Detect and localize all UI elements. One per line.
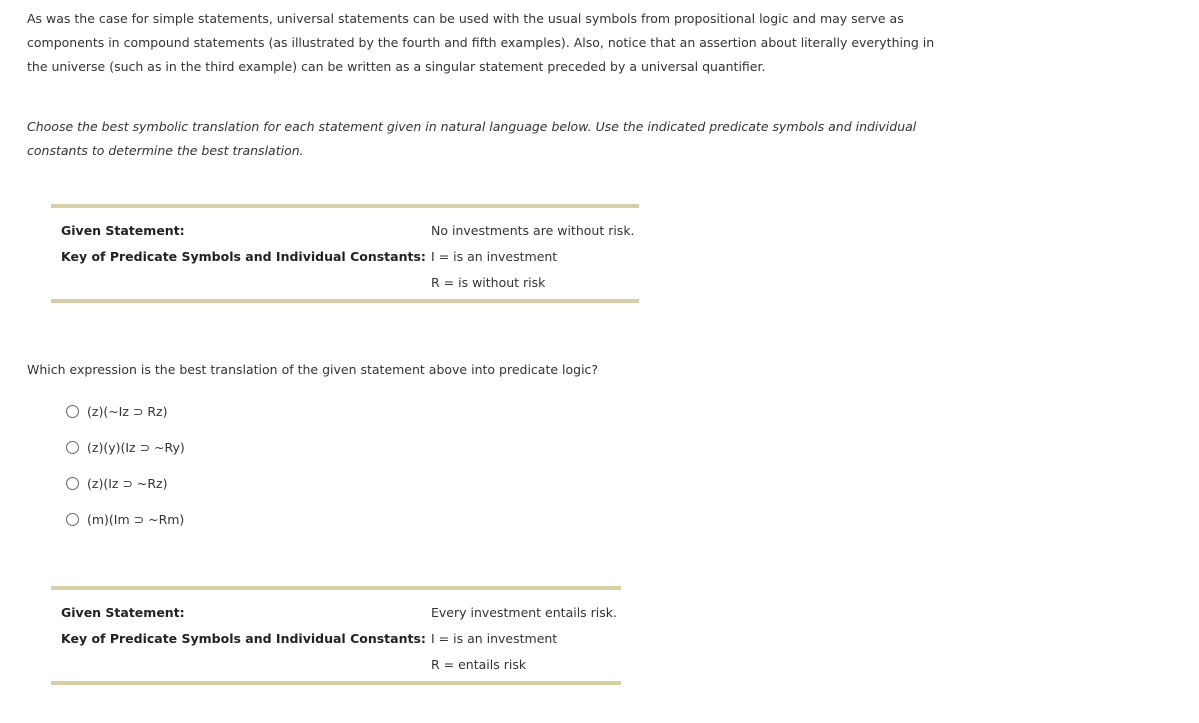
key-predicate-r: R = entails risk (431, 657, 527, 672)
answer-option-2[interactable] (66, 435, 185, 461)
given-statement-label: Given Statement: (61, 605, 185, 620)
answer-option-label: (z)(Iz ⊃ ~Rz) (87, 476, 168, 491)
instructions-paragraph: Choose the best symbolic translation for each statement given in natural language below. Use the indicated predicate symbols and individual constants to determine the best translation. (27, 119, 917, 158)
statement-table-1 (51, 204, 639, 303)
key-predicate-r: R = is without risk (431, 275, 546, 290)
radio-button-icon[interactable] (66, 513, 79, 526)
radio-button-icon[interactable] (66, 477, 79, 490)
given-statement-value: Every investment entails risk. (431, 605, 617, 620)
answer-option-3[interactable] (66, 471, 167, 497)
intro-paragraph: As was the case for simple statements, universal statements can be used with the usual symbols from propositional logic and may serve as components in compound statements (as illustrated by the fourth and fifth examples). Also, notice that an assertion about literally everything in the universe (such as in the third example) can be written as a singular statement preceded by a universal quantifier. (27, 11, 935, 74)
answer-option-4[interactable] (66, 507, 184, 533)
key-label: Key of Predicate Symbols and Individual Constants: (61, 631, 426, 646)
key-label: Key of Predicate Symbols and Individual Constants: (61, 249, 426, 264)
answer-option-label: (z)(~Iz ⊃ Rz) (87, 404, 168, 419)
radio-button-icon[interactable] (66, 405, 79, 418)
key-predicate-i: I = is an investment (431, 631, 558, 646)
radio-button-icon[interactable] (66, 441, 79, 454)
given-statement-value: No investments are without risk. (431, 223, 635, 238)
statement-table-2 (51, 586, 621, 685)
question-text: Which expression is the best translation of the given statement above into predicate logic? (27, 362, 599, 377)
answer-option-label: (z)(y)(Iz ⊃ ~Ry) (87, 440, 185, 455)
given-statement-label: Given Statement: (61, 223, 185, 238)
key-predicate-i: I = is an investment (431, 249, 558, 264)
answer-option-label: (m)(Im ⊃ ~Rm) (87, 512, 185, 527)
answer-option-1[interactable] (66, 399, 167, 425)
